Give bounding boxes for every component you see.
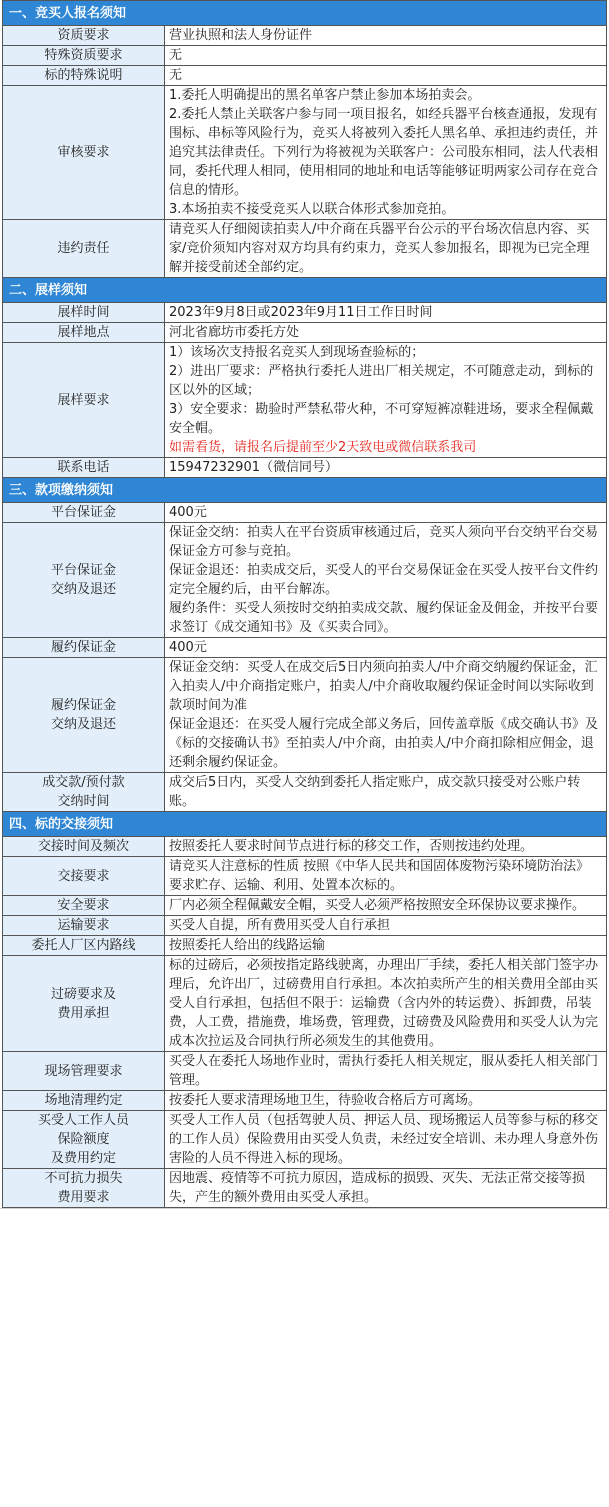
row-value (165, 66, 607, 86)
contact-note: 如需看货，请报名后提前至少2天致电或微信联系我司 (169, 440, 477, 455)
table-row (3, 323, 607, 343)
row-label (3, 956, 165, 1052)
row-label (3, 1169, 165, 1208)
row-label-line: 履约保证金 (50, 640, 116, 655)
row-value-paragraph: 河北省廊坊市委托方处 (169, 325, 300, 340)
notice-table-body (3, 1, 607, 1208)
row-value-paragraph: 请竞买人注意标的性质 按照《中华人民共和国固体废物污染环境防治法》要求贮存、运输、利用、处置本次标的。 (169, 859, 590, 893)
row-value (165, 1169, 607, 1208)
row-value (165, 523, 607, 638)
row-value-paragraph: 3.本场拍卖不接受竞买人以联合体形式参加竞拍。 (169, 202, 455, 217)
row-value-paragraph: 400元 (169, 505, 207, 520)
row-label-line: 审核要求 (57, 145, 110, 160)
row-label-line: 平台保证金 (50, 563, 116, 578)
row-value-paragraph: 营业执照和法人身份证件 (169, 28, 313, 43)
row-value-paragraph: 履约条件：买受人须按时交纳拍卖成交款、履约保证金及佣金，并按平台要求签订《成交通知书》及《买卖合同》。 (169, 601, 599, 635)
row-value-paragraph: 标的过磅后，必须按指定路线驶离，办理出厂手续，委托人相关部门签字办理后，允许出厂，过磅费用自行承担。本次拍卖所产生的相关费用全部由买受人自行承担，包括但不限于：运输费（含内外的转运费）、拆卸费，吊装费，人工费，措施费，堆场费，管理费，过磅费及风险费用和买受人认为完成本次拉运及合同执行所必须发生的其他费用。 (169, 958, 599, 1049)
row-label-line: 不可抗力损失 (44, 1171, 123, 1186)
row-value-paragraph: 买受人自提，所有费用买受人自行承担 (169, 918, 391, 933)
row-label (3, 66, 165, 86)
row-label-line: 场地清理约定 (44, 1093, 123, 1108)
row-value-paragraph: 按照委托人要求时间节点进行标的移交工作，否则按违约处理。 (169, 839, 534, 854)
row-label-line: 成交款/预付款 (42, 775, 125, 790)
table-row (3, 857, 607, 896)
table-row (3, 458, 607, 478)
row-value-paragraph: 400元 (169, 640, 207, 655)
row-label-line: 履约保证金 (50, 698, 116, 713)
row-value-paragraph: 2）进出厂要求：严格执行委托人进出厂相关规定，不可随意走动，到标的区以外的区域； (169, 364, 594, 398)
row-value-paragraph: 2.委托人禁止关联客户参与同一项目报名，如经兵器平台核查通报，发现有围标、串标等风险行为，竞买人将被列入委托人黑名单、承担违约责任，并追究其法律责任。下列行为将被视为关联客户：公司股东相同，法人代表相同，委托代理人相同，使用相同的地址和电话等能够证明两家公司存在竞合信息的情形。 (169, 107, 599, 198)
row-value (165, 323, 607, 343)
row-value (165, 46, 607, 66)
table-row (3, 46, 607, 66)
table-row (3, 638, 607, 658)
row-value (165, 303, 607, 323)
row-value (165, 343, 607, 458)
row-label-line: 保险额度 (57, 1132, 110, 1147)
notice-table (2, 0, 607, 1208)
table-row (3, 66, 607, 86)
row-label (3, 86, 165, 220)
section-title: 四、标的交接须知 (3, 812, 607, 837)
section-header (3, 278, 607, 303)
row-label-line: 违约责任 (57, 241, 110, 256)
row-label-line: 运输要求 (57, 918, 110, 933)
row-label (3, 523, 165, 638)
row-label (3, 1111, 165, 1169)
section-title: 一、竞买人报名须知 (3, 1, 607, 26)
row-label (3, 773, 165, 812)
table-row (3, 503, 607, 523)
table-row (3, 523, 607, 638)
row-value-paragraph: 保证金退还：在买受人履行完成全部义务后，回传盖章版《成交确认书》及《标的交接确认书》至拍卖人/中介商，由拍卖人/中介商扣除相应佣金，退还剩余履约保证金。 (169, 717, 599, 770)
row-label (3, 26, 165, 46)
row-value (165, 220, 607, 278)
table-row (3, 343, 607, 458)
row-label-line: 资质要求 (57, 28, 110, 43)
row-label (3, 1052, 165, 1091)
row-value-paragraph: 成交后5日内，买受人交纳到委托人指定账户，成交款只接受对公账户转账。 (169, 775, 581, 809)
row-label-line: 展样地点 (57, 325, 110, 340)
row-label-line: 平台保证金 (50, 505, 116, 520)
row-value (165, 86, 607, 220)
row-value (165, 956, 607, 1052)
row-value-paragraph: 保证金交纳：买受人在成交后5日内须向拍卖人/中介商交纳履约保证金，汇入拍卖人/中介商指定账户，拍卖人/中介商收取履约保证金时间以实际收到款项时间为准 (169, 660, 598, 713)
row-value (165, 857, 607, 896)
row-label-line: 交接要求 (57, 868, 110, 884)
row-value (165, 936, 607, 956)
table-row (3, 896, 607, 916)
row-label-line: 展样要求 (57, 392, 110, 408)
row-value-paragraph: 15947232901（微信同号） (169, 460, 338, 475)
row-label-line: 及费用约定 (50, 1151, 116, 1166)
row-label (3, 638, 165, 658)
table-row (3, 837, 607, 857)
row-label (3, 458, 165, 478)
table-row (3, 1091, 607, 1111)
row-label-line: 特殊资质要求 (44, 48, 123, 63)
row-label (3, 837, 165, 857)
row-label-line: 买受人工作人员 (37, 1113, 129, 1128)
row-value-paragraph: 买受人在委托人场地作业时，需执行委托人相关规定，服从委托人相关部门管理。 (169, 1054, 599, 1088)
row-label (3, 46, 165, 66)
sheet-footer-space (0, 1208, 609, 1239)
row-value-paragraph: 1）该场次支持报名竞买人到现场查验标的； (169, 345, 425, 360)
row-label (3, 503, 165, 523)
row-label (3, 343, 165, 458)
row-value-paragraph: 按委托人要求清理场地卫生，待验收合格后方可离场。 (169, 1093, 482, 1108)
row-label (3, 896, 165, 916)
row-label (3, 658, 165, 773)
row-label-line: 标的特殊说明 (44, 68, 123, 83)
row-label-line: 联系电话 (57, 460, 110, 475)
row-label-line: 安全要求 (57, 898, 110, 913)
row-value (165, 638, 607, 658)
row-label (3, 916, 165, 936)
row-value (165, 503, 607, 523)
table-row (3, 1052, 607, 1091)
section-title: 三、款项缴纳须知 (3, 478, 607, 503)
row-value-paragraph: 请竞买人仔细阅读拍卖人/中介商在兵器平台公示的平台场次信息内容、买家/竞价须知内容对双方均具有约束力，竞买人参加报名，即视为已完全理解并接受前述全部约定。 (169, 222, 590, 275)
table-row (3, 303, 607, 323)
section-header (3, 478, 607, 503)
row-label-line: 费用承担 (57, 1005, 110, 1021)
row-label-line: 交纳及退还 (50, 717, 116, 732)
row-value-paragraph: 2023年9月8日或2023年9月11日工作日时间 (169, 305, 433, 320)
row-value-paragraph: 无 (169, 48, 183, 63)
row-label (3, 1091, 165, 1111)
row-value (165, 1091, 607, 1111)
table-row (3, 916, 607, 936)
row-label-line: 费用要求 (57, 1190, 110, 1205)
row-label (3, 220, 165, 278)
row-label-line: 委托人厂区内路线 (31, 938, 136, 953)
row-value-paragraph: 厂内必须全程佩戴安全帽，买受人必须严格按照安全环保协议要求操作。 (169, 898, 586, 913)
row-value (165, 916, 607, 936)
row-label-line: 过磅要求及 (50, 986, 116, 1002)
row-label-line: 现场管理要求 (44, 1063, 123, 1079)
row-value (165, 658, 607, 773)
table-row (3, 658, 607, 773)
row-value (165, 896, 607, 916)
row-value-paragraph: 按照委托人给出的线路运输 (169, 938, 326, 953)
table-row (3, 26, 607, 46)
row-label (3, 936, 165, 956)
row-value-paragraph: 无 (169, 68, 183, 83)
table-row (3, 220, 607, 278)
row-label-line: 交接时间及频次 (37, 839, 129, 854)
section-title: 二、展样须知 (3, 278, 607, 303)
row-value-paragraph: 3）安全要求：勘验时严禁私带火种，不可穿短裤凉鞋进场，要求全程佩戴安全帽。 (169, 402, 594, 436)
row-value-paragraph: 因地震、疫情等不可抗力原因，造成标的损毁、灭失、无法正常交接等损失，产生的额外费用由买受人承担。 (169, 1171, 586, 1205)
row-value-paragraph: 保证金交纳：拍卖人在平台资质审核通过后，竞买人须向平台交纳平台交易保证金方可参与竞拍。 (169, 525, 599, 559)
table-row (3, 956, 607, 1052)
table-row (3, 773, 607, 812)
row-label (3, 323, 165, 343)
table-row (3, 936, 607, 956)
row-value (165, 458, 607, 478)
table-row (3, 1169, 607, 1208)
table-row (3, 86, 607, 220)
row-label (3, 303, 165, 323)
row-value (165, 1052, 607, 1091)
row-value (165, 26, 607, 46)
table-row (3, 1111, 607, 1169)
row-label-line: 交纳及退还 (50, 582, 116, 597)
row-value (165, 1111, 607, 1169)
row-label-line: 展样时间 (57, 305, 110, 320)
row-value-paragraph: 1.委托人明确提出的黑名单客户禁止参加本场拍卖会。 (169, 88, 481, 103)
row-value-paragraph: 保证金退还：拍卖成交后，买受人的平台交易保证金在买受人按平台文件约定完全履约后，由平台解冻。 (169, 563, 599, 597)
row-value-paragraph: 买受人工作人员（包括驾驶人员、押运人员、现场搬运人员等参与标的移交的工作人员）保险费用由买受人负责，未经过安全培训、未办理人身意外伤害险的人员不得进入标的现场。 (169, 1113, 599, 1166)
row-value (165, 773, 607, 812)
section-header (3, 812, 607, 837)
section-header (3, 1, 607, 26)
row-label-line: 交纳时间 (57, 794, 110, 809)
row-value (165, 837, 607, 857)
row-label (3, 857, 165, 896)
